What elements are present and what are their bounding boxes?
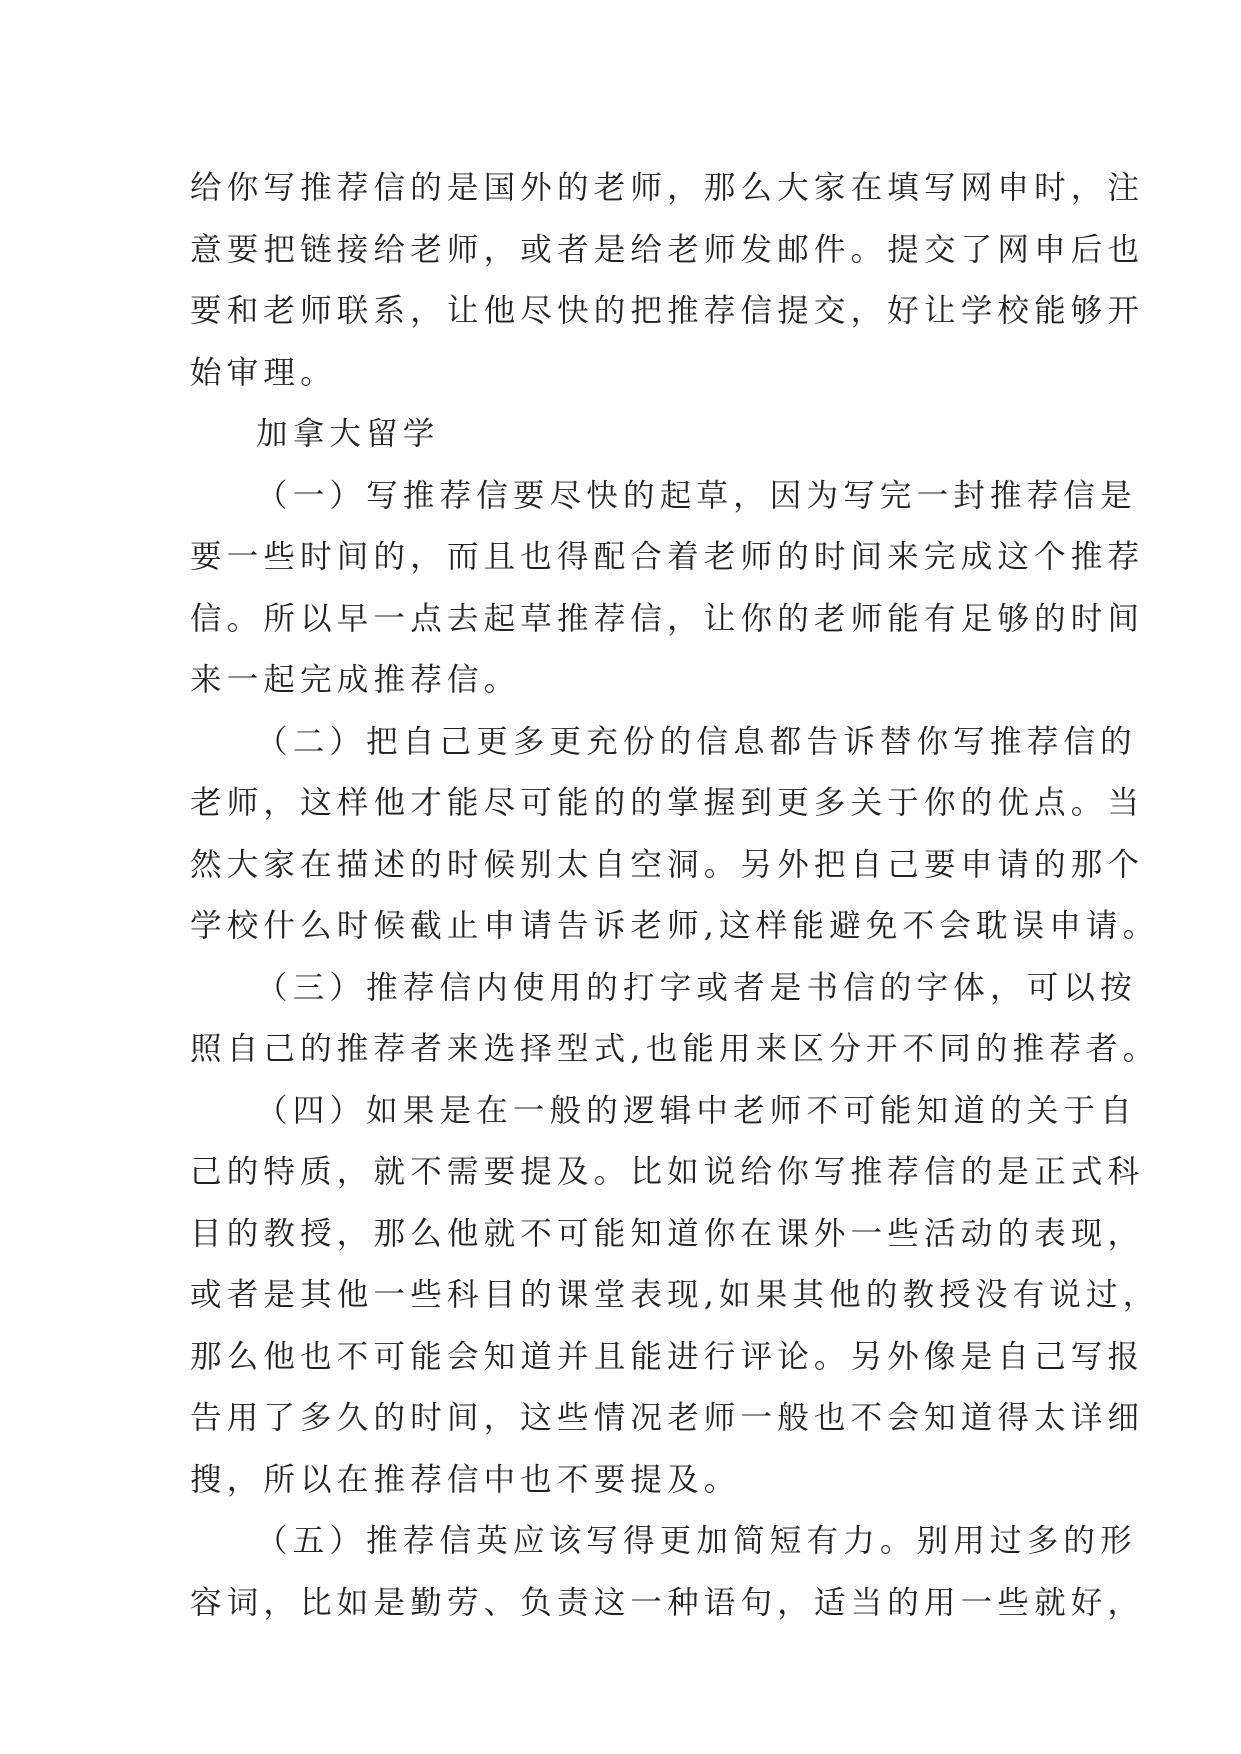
- text-line: 或者是其他一些科目的课堂表现,如果其他的教授没有说过，: [190, 1277, 1160, 1313]
- text-line: 搜，所以在推荐信中也不要提及。: [190, 1461, 741, 1498]
- paragraph-start-line: （三）推荐信内使用的打字或者是书信的字体，可以按: [256, 969, 1137, 1006]
- text-line: 告用了多久的时间，这些情况老师一般也不会知道得太详细: [190, 1400, 1145, 1436]
- text-line: 始审理。: [190, 354, 337, 391]
- text-line: 给你写推荐信的是国外的老师，那么大家在填写网申时，注: [190, 170, 1145, 206]
- text-line: 意要把链接给老师，或者是给老师发邮件。提交了网申后也: [190, 231, 1145, 268]
- paragraph-start-line: （一）写推荐信要尽快的起草，因为写完一封推荐信是: [256, 477, 1137, 514]
- text-line: 要一些时间的，而且也得配合着老师的时间来完成这个推荐: [190, 539, 1145, 575]
- text-line: 学校什么时候截止申请告诉老师,这样能避免不会耽误申请。: [190, 908, 1160, 944]
- text-line: 容词，比如是勤劳、负责这一种语句，适当的用一些就好，: [190, 1584, 1145, 1621]
- text-line: 要和老师联系，让他尽快的把推荐信提交，好让学校能够开: [190, 293, 1145, 329]
- document-body: [190, 158, 1160, 1634]
- text-line: 信。所以早一点去起草推荐信，让你的老师能有足够的时间: [190, 600, 1145, 637]
- text-line: 那么他也不可能会知道并且能进行评论。另外像是自己写报: [190, 1338, 1145, 1375]
- text-line: 己的特质，就不需要提及。比如说给你写推荐信的是正式科: [190, 1154, 1145, 1190]
- text-line: 老师，这样他才能尽可能的的掌握到更多关于你的优点。当: [190, 785, 1145, 821]
- paragraph-start-line: （二）把自己更多更充份的信息都告诉替你写推荐信的: [256, 723, 1137, 760]
- paragraph-start-line: （五）推荐信英应该写得更加简短有力。别用过多的形: [256, 1523, 1137, 1559]
- text-line: 来一起完成推荐信。: [190, 662, 521, 698]
- text-line: 然大家在描述的时候别太自空洞。另外把自己要申请的那个: [190, 846, 1145, 883]
- section-heading: 加拿大留学: [256, 416, 440, 452]
- text-line: 目的教授，那么他就不可能知道你在课外一些活动的表现，: [190, 1215, 1145, 1252]
- text-line: 照自己的推荐者来选择型式,也能用来区分开不同的推荐者。: [190, 1031, 1160, 1067]
- paragraph-start-line: （四）如果是在一般的逻辑中老师不可能知道的关于自: [256, 1092, 1137, 1129]
